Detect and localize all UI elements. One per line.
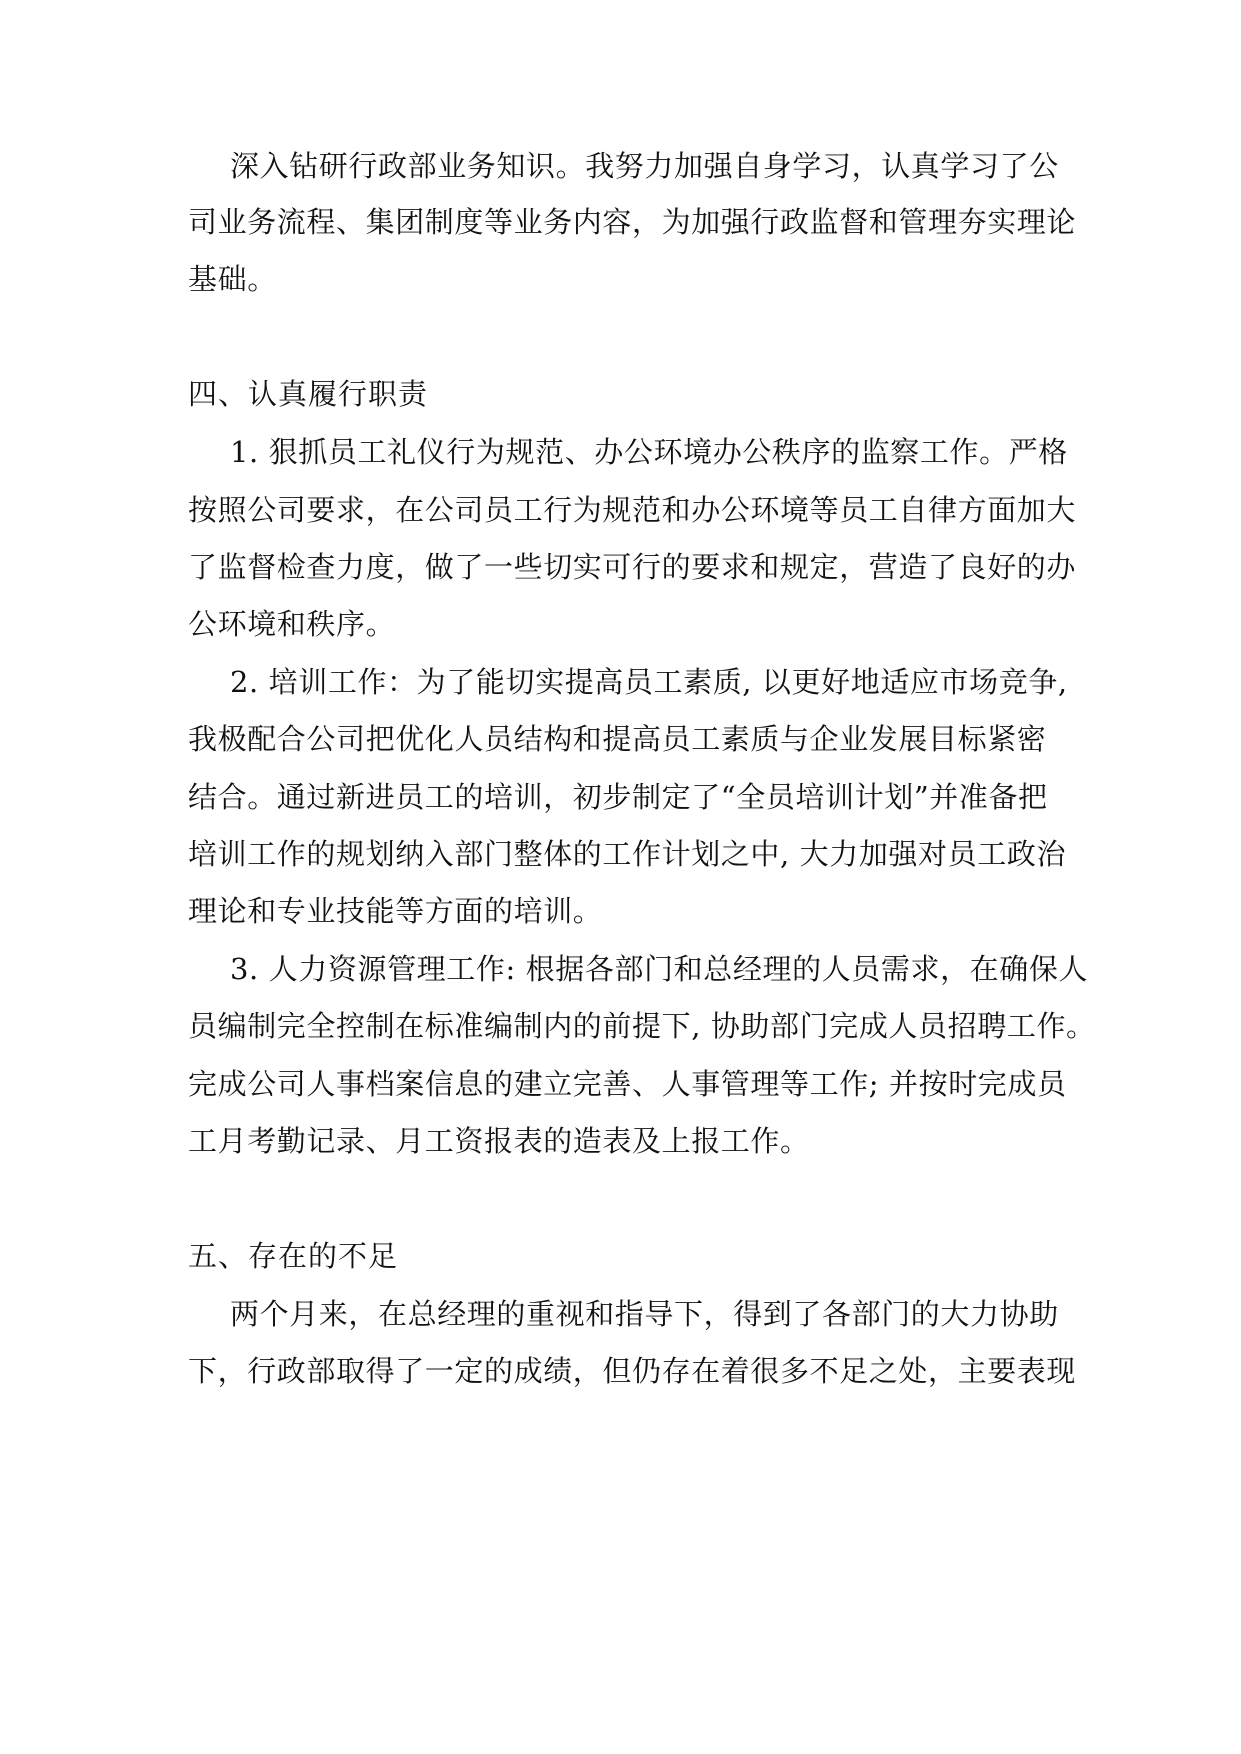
paragraph-line: 基础。 bbox=[188, 262, 277, 296]
paragraph-line: 工月考勤记录、月工资报表的造表及上报工作。 bbox=[188, 1124, 810, 1158]
paragraph-line: 我极配合公司把优化人员结构和提高员工素质与企业发展目标紧密 bbox=[188, 722, 1047, 756]
paragraph-line: 完成公司人事档案信息的建立完善、人事管理等工作; 并按时完成员 bbox=[188, 1067, 1067, 1101]
paragraph-line: 理论和专业技能等方面的培训。 bbox=[188, 894, 603, 928]
paragraph-line: 深入钻研行政部业务知识。我努力加强自身学习，认真学习了公 bbox=[230, 149, 1059, 183]
paragraph-line: 按照公司要求，在公司员工行为规范和办公环境等员工自律方面加大 bbox=[188, 493, 1077, 527]
paragraph-line: 2. 培训工作：为了能切实提高员工素质, 以更好地适应市场竞争, bbox=[230, 665, 1068, 699]
paragraph-line: 两个月来，在总经理的重视和指导下，得到了各部门的大力协助 bbox=[230, 1297, 1059, 1331]
section-heading: 五、存在的不足 bbox=[188, 1239, 399, 1273]
paragraph-line: 1. 狠抓员工礼仪行为规范、办公环境办公秩序的监察工作。严格 bbox=[230, 435, 1068, 469]
paragraph-line: 结合。通过新进员工的培训，初步制定了“全员培训计划”并准备把 bbox=[188, 780, 1048, 814]
paragraph-line: 公环境和秩序。 bbox=[188, 607, 396, 641]
paragraph-line: 3. 人力资源管理工作: 根据各部门和总经理的人员需求，在确保人 bbox=[230, 952, 1089, 986]
paragraph-line: 司业务流程、集团制度等业务内容，为加强行政监督和管理夯实理论 bbox=[188, 205, 1077, 239]
paragraph-line: 员编制完全控制在标准编制内的前提下, 协助部门完成人员招聘工作。 bbox=[188, 1009, 1096, 1043]
section-heading: 四、认真履行职责 bbox=[188, 377, 429, 411]
paragraph-line: 了监督检查力度，做了一些切实可行的要求和规定，营造了良好的办 bbox=[188, 550, 1077, 584]
paragraph-line: 下，行政部取得了一定的成绩，但仍存在着很多不足之处，主要表现 bbox=[188, 1354, 1077, 1388]
paragraph-line: 培训工作的规划纳入部门整体的工作计划之中, 大力加强对员工政治 bbox=[188, 837, 1067, 871]
